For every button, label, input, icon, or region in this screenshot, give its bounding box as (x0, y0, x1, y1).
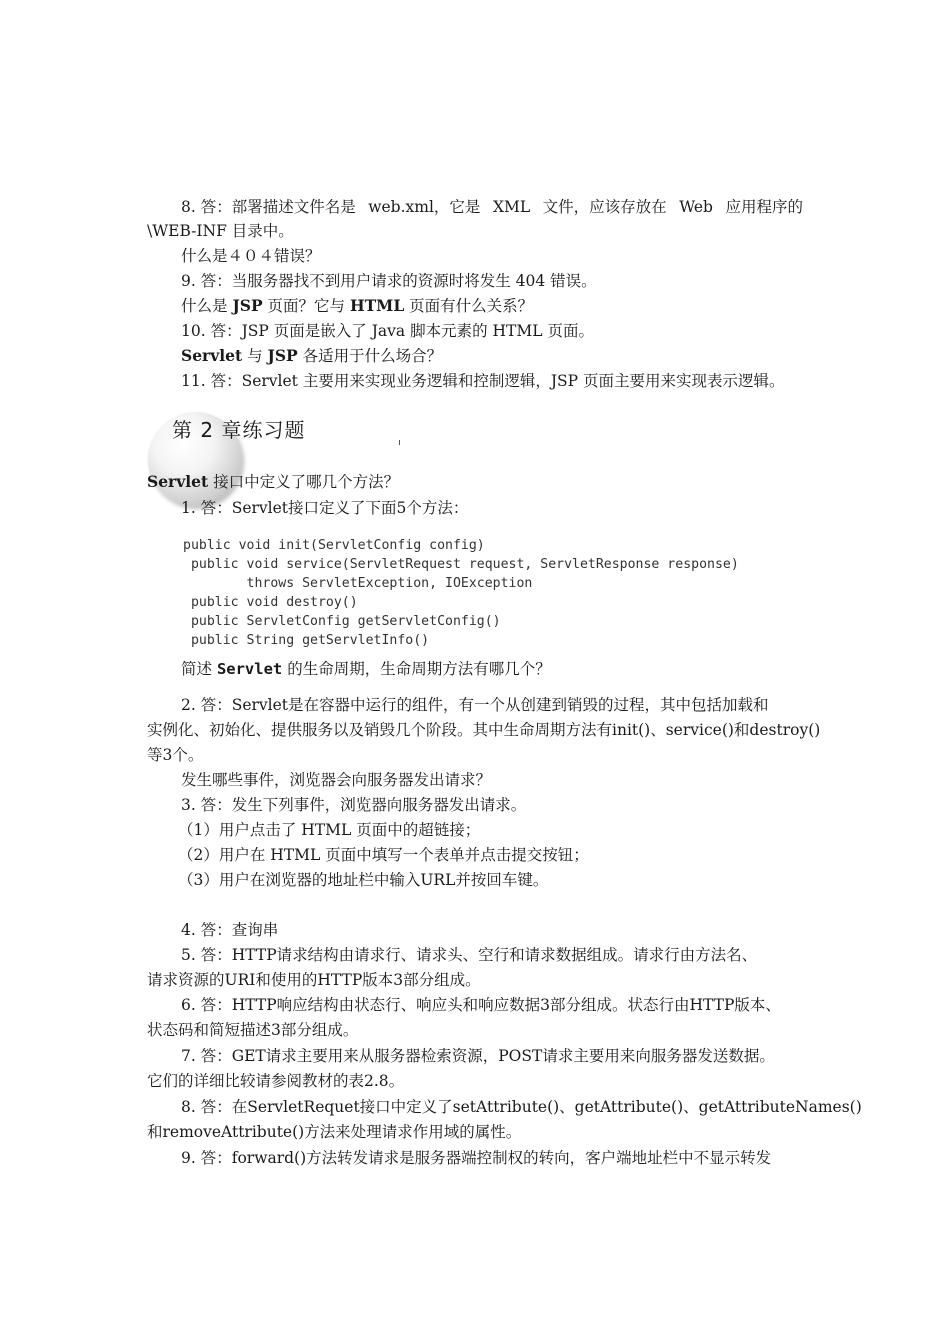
answer-5-line-1: 5. 答：HTTP请求结构由请求行、请求头、空行和请求数据组成。请求行由方法名、 (181, 946, 758, 964)
question-9: 什么是４０４错误？ (181, 247, 321, 265)
bold-term: HTML (349, 296, 405, 315)
bold-term: Servlet (147, 472, 209, 491)
answer-8-line-2: 和removeAttribute()方法来处理请求作用域的属性。 (147, 1123, 522, 1141)
text-segment: 8. 答：部署描述文件名是 (181, 198, 356, 216)
question-11 (181, 346, 442, 366)
answer-10: 10. 答：JSP 页面是嵌入了 Java 脚本元素的 HTML 页面。 (181, 322, 594, 340)
question-3: 发生哪些事件，浏览器会向服务器发出请求？ (181, 771, 492, 789)
answer-6-line-2: 状态码和简短描述3部分组成。 (147, 1021, 359, 1039)
question-1 (147, 472, 399, 492)
answer-8-line-2: \WEB-INF 目录中。 (147, 222, 294, 240)
question-10 (181, 296, 533, 316)
answer-2-line-2: 实例化、初始化、提供服务以及销毁几个阶段。其中生命周期方法有init()、service()和destroy() (147, 721, 821, 739)
answer-7-line-2: 它们的详细比较请参阅教材的表2.8。 (147, 1072, 405, 1090)
answer-2-line-3: 等3个。 (147, 746, 204, 764)
text-segment: 的生命周期，生命周期方法有哪几个？ (282, 660, 551, 678)
text-segment: XML (492, 198, 531, 216)
answer-7-line-1: 7. 答：GET请求主要用来从服务器检索资源，POST请求主要用来向服务器发送数据。 (181, 1047, 775, 1065)
answer-2-line-1: 2. 答：Servlet是在容器中运行的组件，有一个从创建到销毁的过程，其中包括加载和 (181, 696, 769, 714)
text-segment: 什么是 (181, 297, 233, 315)
text-segment: 页面？它与 (262, 297, 350, 315)
code-line: public void init(ServletConfig config) (183, 538, 485, 553)
code-line: public void service(ServletRequest request, ServletResponse response) (183, 557, 739, 572)
answer-8-line-1: 8. 答：在ServletRequet接口中定义了setAttribute()、getAttribute()、getAttributeNames() (181, 1098, 862, 1116)
chapter-heading: 第 2 章练习题 (172, 418, 306, 442)
text-segment: Web (679, 198, 713, 216)
answer-1: 1. 答：Servlet接口定义了下面5个方法： (181, 499, 469, 517)
text-segment: 应用程序的 (725, 198, 803, 216)
text-segment: 与 (242, 347, 268, 365)
answer-3-item: （1）用户点击了 HTML 页面中的超链接； (178, 821, 481, 839)
answer-4: 4. 答：查询串 (181, 921, 279, 939)
answer-11: 11. 答：Servlet 主要用来实现业务逻辑和控制逻辑，JSP 页面主要用来实现表示逻辑。 (181, 372, 785, 390)
text-segment: 页面有什么关系？ (404, 297, 534, 315)
scan-mark (399, 440, 400, 445)
text-segment: 各适用于什么场合？ (297, 347, 443, 365)
code-line: public void destroy() (183, 595, 358, 610)
bold-term: Servlet (181, 346, 243, 365)
answer-8-line-1 (181, 197, 803, 217)
answer-3-item: （3）用户在浏览器的地址栏中输入URL并按回车键。 (178, 871, 549, 889)
code-line: public String getServletInfo() (183, 633, 430, 648)
bold-term: JSP (267, 346, 298, 365)
answer-9-line-1: 9. 答：forward()方法转发请求是服务器端控制权的转向，客户端地址栏中不显示转发 (181, 1149, 772, 1167)
question-2 (181, 659, 551, 679)
answer-5-line-2: 请求资源的URI和使用的HTTP版本3部分组成。 (147, 971, 481, 989)
code-line: public ServletConfig getServletConfig() (183, 614, 501, 629)
code-line: throws ServletException, IOException (183, 576, 533, 591)
answer-9: 9. 答：当服务器找不到用户请求的资源时将发生 404 错误。 (181, 272, 597, 290)
text-segment: 接口中定义了哪几个方法？ (208, 473, 400, 491)
answer-3: 3. 答：发生下列事件，浏览器向服务器发出请求。 (181, 796, 527, 814)
bold-term: Servlet (216, 660, 283, 678)
answer-6-line-1: 6. 答：HTTP响应结构由状态行、响应头和响应数据3部分组成。状态行由HTTP版本、 (181, 996, 781, 1014)
text-segment: 文件，应该存放在 (542, 198, 667, 216)
answer-3-item: （2）用户在 HTML 页面中填写一个表单并点击提交按钮； (178, 846, 589, 864)
bold-term: JSP (232, 296, 263, 315)
text-segment: 简述 (181, 660, 217, 678)
text-segment: web.xml，它是 (368, 198, 481, 216)
